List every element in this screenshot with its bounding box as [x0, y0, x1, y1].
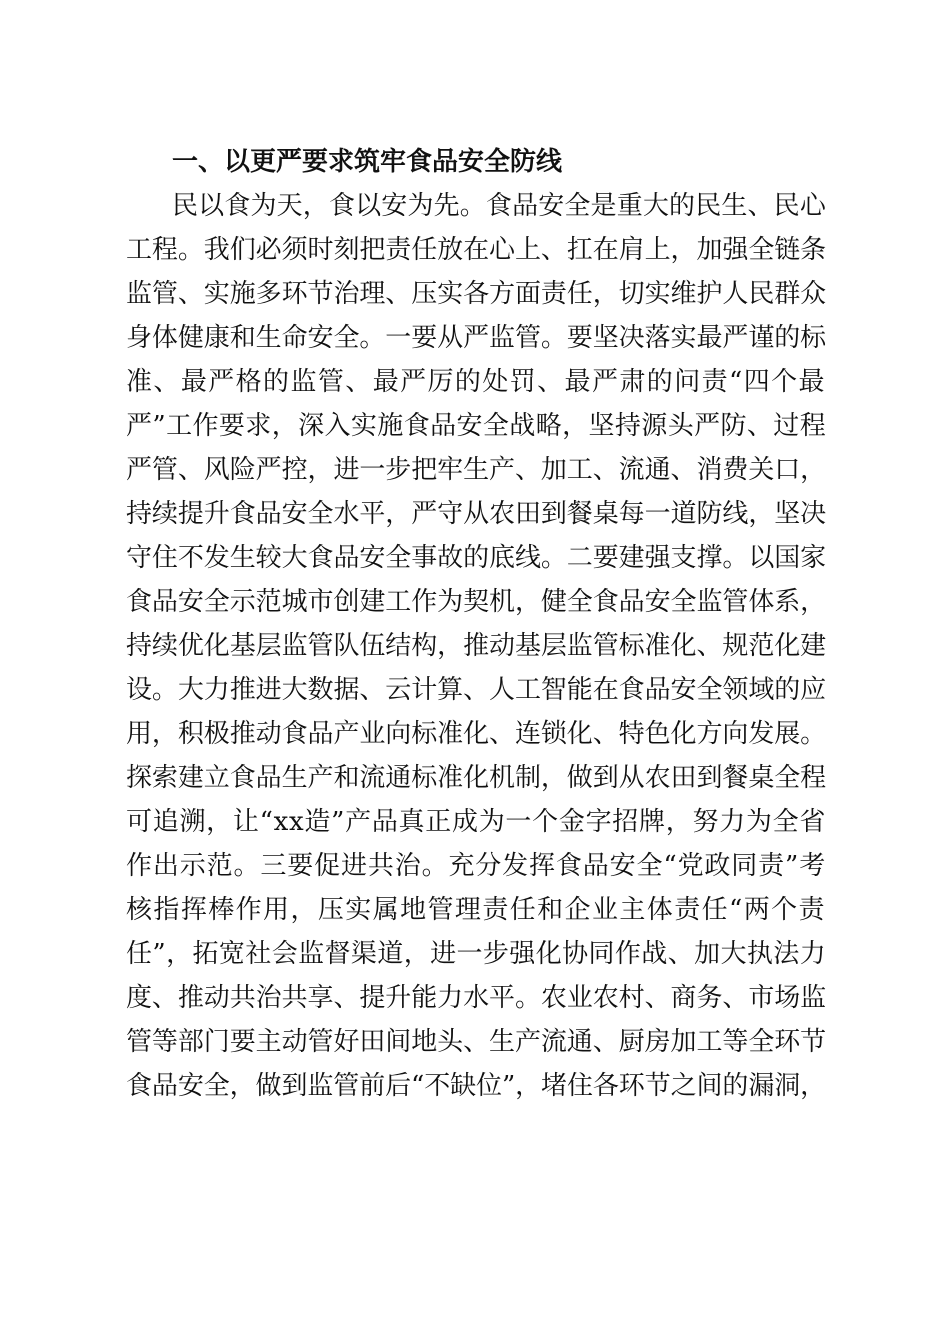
paragraph-line: 严”工作要求，深入实施食品安全战略，坚持源头严防、过程	[126, 411, 826, 441]
paragraph-line: 持续提升食品安全水平，严守从农田到餐桌每一道防线，坚决	[126, 499, 826, 529]
paragraph-line: 守住不发生较大食品安全事故的底线。二要建强支撑。以国家	[126, 543, 826, 573]
paragraph-line: 民以食为天，食以安为先。食品安全是重大的民生、民心	[172, 191, 826, 221]
paragraph-line: 探索建立食品生产和流通标准化机制，做到从农田到餐桌全程	[126, 763, 826, 793]
paragraph-line: 工程。我们必须时刻把责任放在心上、扛在肩上，加强全链条	[126, 235, 826, 265]
paragraph-line: 用，积极推动食品产业向标准化、连锁化、特色化方向发展。	[126, 719, 826, 749]
paragraph-line: 持续优化基层监管队伍结构，推动基层监管标准化、规范化建	[126, 631, 826, 661]
paragraph-line: 设。大力推进大数据、云计算、人工智能在食品安全领域的应	[126, 675, 826, 705]
paragraph-line: 作出示范。三要促进共治。充分发挥食品安全“党政同责”考	[126, 851, 826, 881]
paragraph-line: 任”，拓宽社会监督渠道，进一步强化协同作战、加大执法力	[126, 939, 826, 969]
paragraph-line: 食品安全，做到监管前后“不缺位”，堵住各环节之间的漏洞，	[126, 1071, 826, 1101]
paragraph-line: 核指挥棒作用，压实属地管理责任和企业主体责任“两个责	[126, 895, 826, 925]
section-heading: 一、以更严要求筑牢食品安全防线	[172, 147, 563, 177]
paragraph-line: 食品安全示范城市创建工作为契机，健全食品安全监管体系，	[126, 587, 826, 617]
paragraph-line: 度、推动共治共享、提升能力水平。农业农村、商务、市场监	[126, 983, 826, 1013]
paragraph-line: 可追溯，让“xx造”产品真正成为一个金字招牌，努力为全省	[126, 807, 826, 837]
paragraph-line: 严管、风险严控，进一步把牢生产、加工、流通、消费关口，	[126, 455, 826, 485]
paragraph-line: 管等部门要主动管好田间地头、生产流通、厨房加工等全环节	[126, 1027, 826, 1057]
paragraph-line: 监管、实施多环节治理、压实各方面责任，切实维护人民群众	[126, 279, 826, 309]
paragraph-line: 身体健康和生命安全。一要从严监管。要坚决落实最严谨的标	[126, 323, 826, 353]
paragraph-line: 准、最严格的监管、最严厉的处罚、最严肃的问责“四个最	[126, 367, 826, 397]
